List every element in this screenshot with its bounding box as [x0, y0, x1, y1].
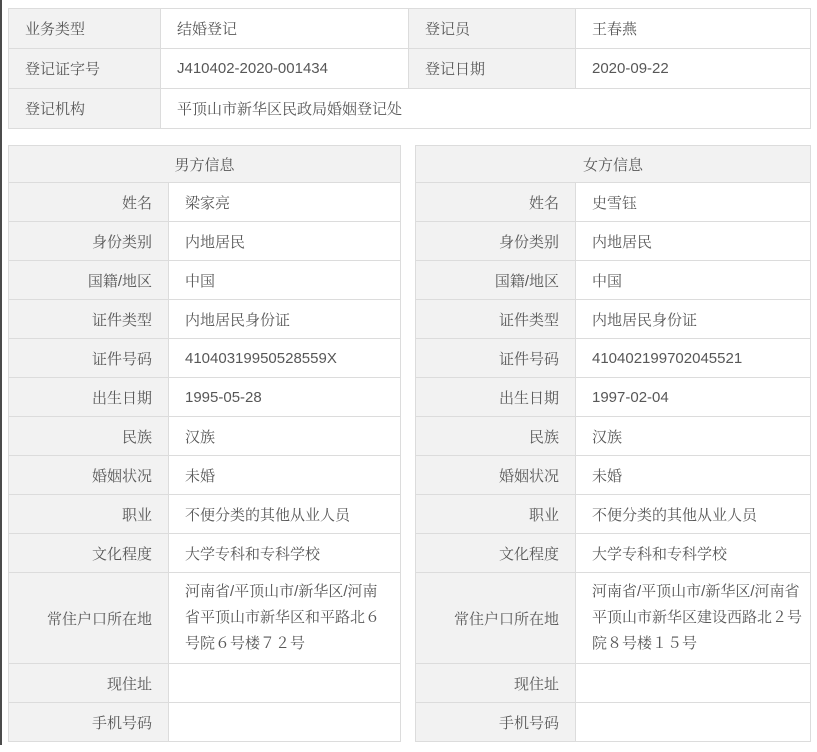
field-label-household-address: 常住户口所在地 — [9, 573, 169, 664]
table-row — [9, 573, 401, 664]
table-row — [9, 703, 401, 742]
table-row — [416, 417, 811, 456]
table-row — [9, 300, 401, 339]
field-value-current-address — [169, 664, 401, 703]
field-value-education: 大学专科和专科学校 — [576, 534, 811, 573]
field-value-name: 史雪钰 — [576, 183, 811, 222]
field-value-nationality: 中国 — [576, 261, 811, 300]
field-label-registration-date: 登记日期 — [409, 49, 576, 89]
field-value-education: 大学专科和专科学校 — [169, 534, 401, 573]
field-label-occupation: 职业 — [9, 495, 169, 534]
table-row — [416, 146, 811, 183]
field-label-certificate-number: 登记证字号 — [9, 49, 161, 89]
field-value-mobile-number — [169, 703, 401, 742]
table-row — [416, 222, 811, 261]
table-row — [416, 495, 811, 534]
field-label-id-type: 证件类型 — [416, 300, 576, 339]
field-value-id-type: 内地居民身份证 — [169, 300, 401, 339]
table-row — [416, 339, 811, 378]
field-label-business-type: 业务类型 — [9, 9, 161, 49]
table-row — [9, 183, 401, 222]
page-left-edge-line — [0, 0, 2, 745]
field-label-birth-date: 出生日期 — [9, 378, 169, 417]
table-row — [416, 300, 811, 339]
table-row — [9, 417, 401, 456]
field-label-identity-category: 身份类别 — [9, 222, 169, 261]
field-label-nationality: 国籍/地区 — [9, 261, 169, 300]
field-label-occupation: 职业 — [416, 495, 576, 534]
table-row — [416, 456, 811, 495]
table-row — [9, 456, 401, 495]
field-value-name: 梁家亮 — [169, 183, 401, 222]
field-label-education: 文化程度 — [416, 534, 576, 573]
table-row — [9, 146, 401, 183]
field-label-ethnicity: 民族 — [416, 417, 576, 456]
field-label-marital-status: 婚姻状况 — [9, 456, 169, 495]
field-value-household-address: 河南省/平顶山市/新华区/河南省平顶山市新华区建设西路北２号院８号楼１５号 — [576, 573, 811, 664]
table-row — [9, 495, 401, 534]
field-value-occupation: 不便分类的其他从业人员 — [576, 495, 811, 534]
table-row — [416, 703, 811, 742]
table-row — [416, 573, 811, 664]
field-label-current-address: 现住址 — [9, 664, 169, 703]
table-row — [9, 339, 401, 378]
field-label-birth-date: 出生日期 — [416, 378, 576, 417]
field-value-id-type: 内地居民身份证 — [576, 300, 811, 339]
table-row — [9, 9, 811, 49]
field-label-mobile-number: 手机号码 — [416, 703, 576, 742]
female-info-table — [415, 145, 811, 742]
table-row — [416, 534, 811, 573]
male-info-table — [8, 145, 401, 742]
field-value-ethnicity: 汉族 — [169, 417, 401, 456]
field-value-current-address — [576, 664, 811, 703]
field-value-identity-category: 内地居民 — [169, 222, 401, 261]
field-value-registration-office: 平顶山市新华区民政局婚姻登记处 — [161, 89, 811, 129]
field-label-ethnicity: 民族 — [9, 417, 169, 456]
field-label-education: 文化程度 — [9, 534, 169, 573]
table-row — [9, 378, 401, 417]
table-row — [416, 261, 811, 300]
field-label-registration-office: 登记机构 — [9, 89, 161, 129]
female-section-title: 女方信息 — [416, 146, 811, 183]
field-label-marital-status: 婚姻状况 — [416, 456, 576, 495]
field-value-registration-date: 2020-09-22 — [576, 49, 811, 89]
field-value-marital-status: 未婚 — [576, 456, 811, 495]
field-label-nationality: 国籍/地区 — [416, 261, 576, 300]
field-label-name: 姓名 — [9, 183, 169, 222]
field-value-birth-date: 1997-02-04 — [576, 378, 811, 417]
field-label-id-number: 证件号码 — [416, 339, 576, 378]
table-row — [416, 378, 811, 417]
field-label-registrar: 登记员 — [409, 9, 576, 49]
registration-summary-table — [8, 8, 811, 129]
table-row — [9, 664, 401, 703]
table-row — [9, 222, 401, 261]
field-label-id-type: 证件类型 — [9, 300, 169, 339]
table-row — [9, 261, 401, 300]
field-value-marital-status: 未婚 — [169, 456, 401, 495]
field-value-nationality: 中国 — [169, 261, 401, 300]
table-row — [9, 49, 811, 89]
field-label-id-number: 证件号码 — [9, 339, 169, 378]
field-value-identity-category: 内地居民 — [576, 222, 811, 261]
field-value-household-address: 河南省/平顶山市/新华区/河南省平顶山市新华区和平路北６号院６号楼７２号 — [169, 573, 401, 664]
field-value-id-number: 41040319950528559X — [169, 339, 401, 378]
table-row — [9, 89, 811, 129]
field-value-id-number: 410402199702045521 — [576, 339, 811, 378]
field-label-mobile-number: 手机号码 — [9, 703, 169, 742]
field-value-registrar: 王春燕 — [576, 9, 811, 49]
field-value-ethnicity: 汉族 — [576, 417, 811, 456]
table-row — [416, 664, 811, 703]
field-value-certificate-number: J410402-2020-001434 — [161, 49, 409, 89]
field-value-occupation: 不便分类的其他从业人员 — [169, 495, 401, 534]
field-value-business-type: 结婚登记 — [161, 9, 409, 49]
field-label-name: 姓名 — [416, 183, 576, 222]
field-label-identity-category: 身份类别 — [416, 222, 576, 261]
table-row — [416, 183, 811, 222]
field-value-birth-date: 1995-05-28 — [169, 378, 401, 417]
male-section-title: 男方信息 — [9, 146, 401, 183]
field-value-mobile-number — [576, 703, 811, 742]
field-label-current-address: 现住址 — [416, 664, 576, 703]
field-label-household-address: 常住户口所在地 — [416, 573, 576, 664]
table-row — [9, 534, 401, 573]
